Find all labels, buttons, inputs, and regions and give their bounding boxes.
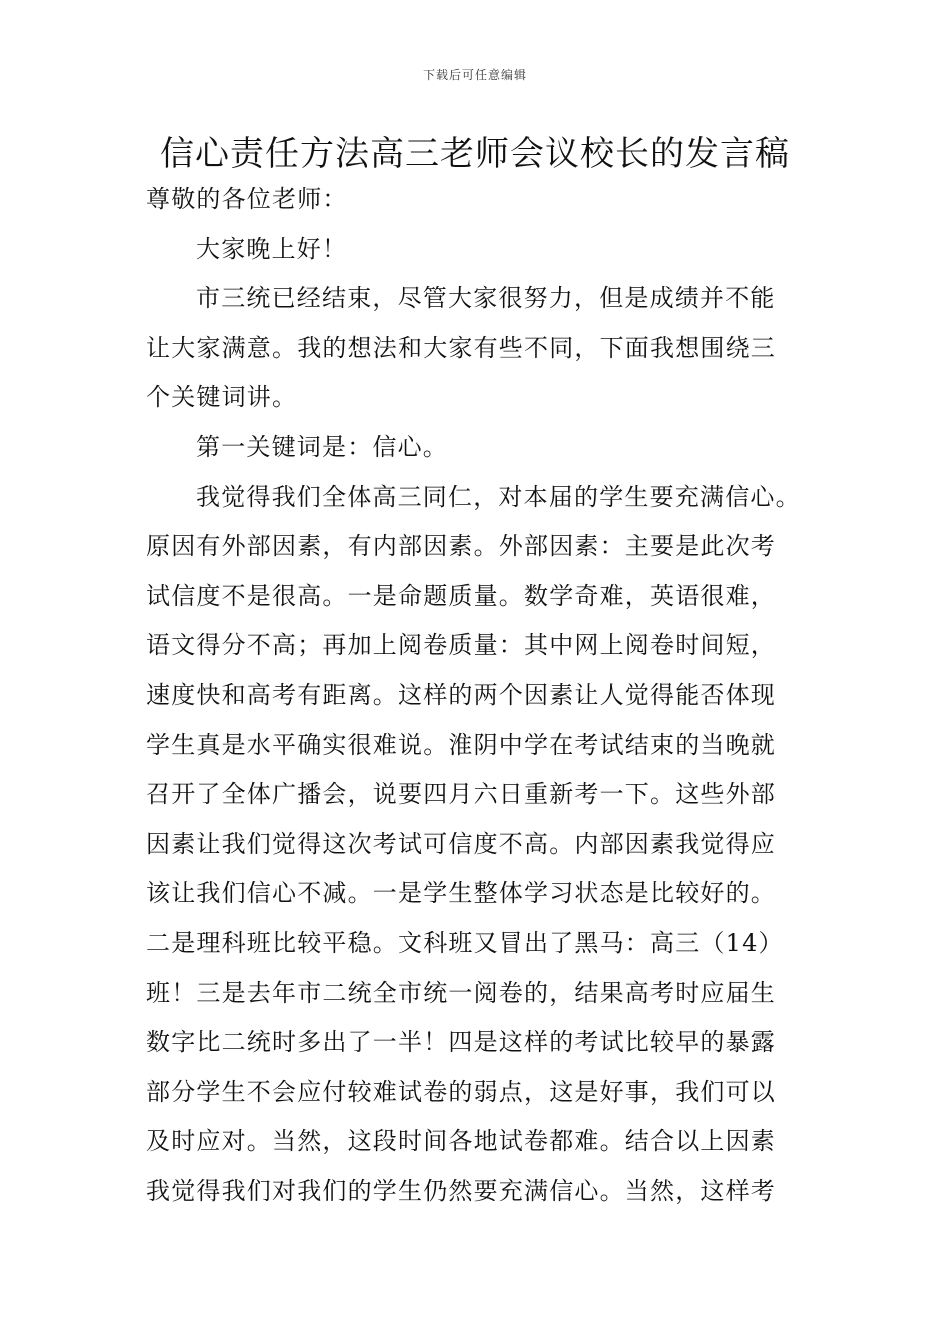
document-title: 信心责任方法高三老师会议校长的发言稿	[160, 134, 790, 174]
body-line: 速度快和高考有距离。这样的两个因素让人觉得能否体现	[146, 680, 776, 709]
body-line: 试信度不是很高。一是命题质量。数学奇难，英语很难，	[146, 581, 776, 610]
header-note: 下载后可任意编辑	[422, 68, 527, 82]
body-line: 第一关键词是：信心。	[196, 432, 448, 461]
body-line: 我觉得我们对我们的学生仍然要充满信心。当然，这样考	[146, 1176, 776, 1205]
body-line: 原因有外部因素，有内部因素。外部因素：主要是此次考	[146, 532, 776, 561]
body-line: 我觉得我们全体高三同仁，对本届的学生要充满信心。	[196, 482, 801, 511]
body-line: 二是理科班比较平稳。文科班又冒出了黑马：高三（14）	[146, 928, 784, 957]
body-line: 个关键词讲。	[146, 383, 298, 412]
body-line: 召开了全体广播会，说要四月六日重新考一下。这些外部	[146, 780, 776, 809]
body-line: 大家晚上好！	[196, 234, 348, 263]
document-body	[146, 175, 816, 1216]
body-line: 班！三是去年市二统全市统一阅卷的，结果高考时应届生	[146, 978, 776, 1007]
body-line: 数字比二统时多出了一半！四是这样的考试比较早的暴露	[146, 1028, 776, 1057]
body-line: 因素让我们觉得这次考试可信度不高。内部因素我觉得应	[146, 829, 776, 858]
body-line: 该让我们信心不减。一是学生整体学习状态是比较好的。	[146, 879, 776, 908]
body-line: 尊敬的各位老师：	[146, 185, 348, 213]
body-line: 语文得分不高；再加上阅卷质量：其中网上阅卷时间短，	[146, 631, 776, 660]
body-line: 让大家满意。我的想法和大家有些不同，下面我想围绕三	[146, 333, 776, 362]
body-line: 及时应对。当然，这段时间各地试卷都难。结合以上因素	[146, 1127, 776, 1156]
body-line: 市三统已经结束，尽管大家很努力，但是成绩并不能	[196, 284, 776, 313]
body-line: 学生真是水平确实很难说。淮阴中学在考试结束的当晚就	[146, 730, 776, 759]
body-line: 部分学生不会应付较难试卷的弱点，这是好事，我们可以	[146, 1077, 776, 1106]
